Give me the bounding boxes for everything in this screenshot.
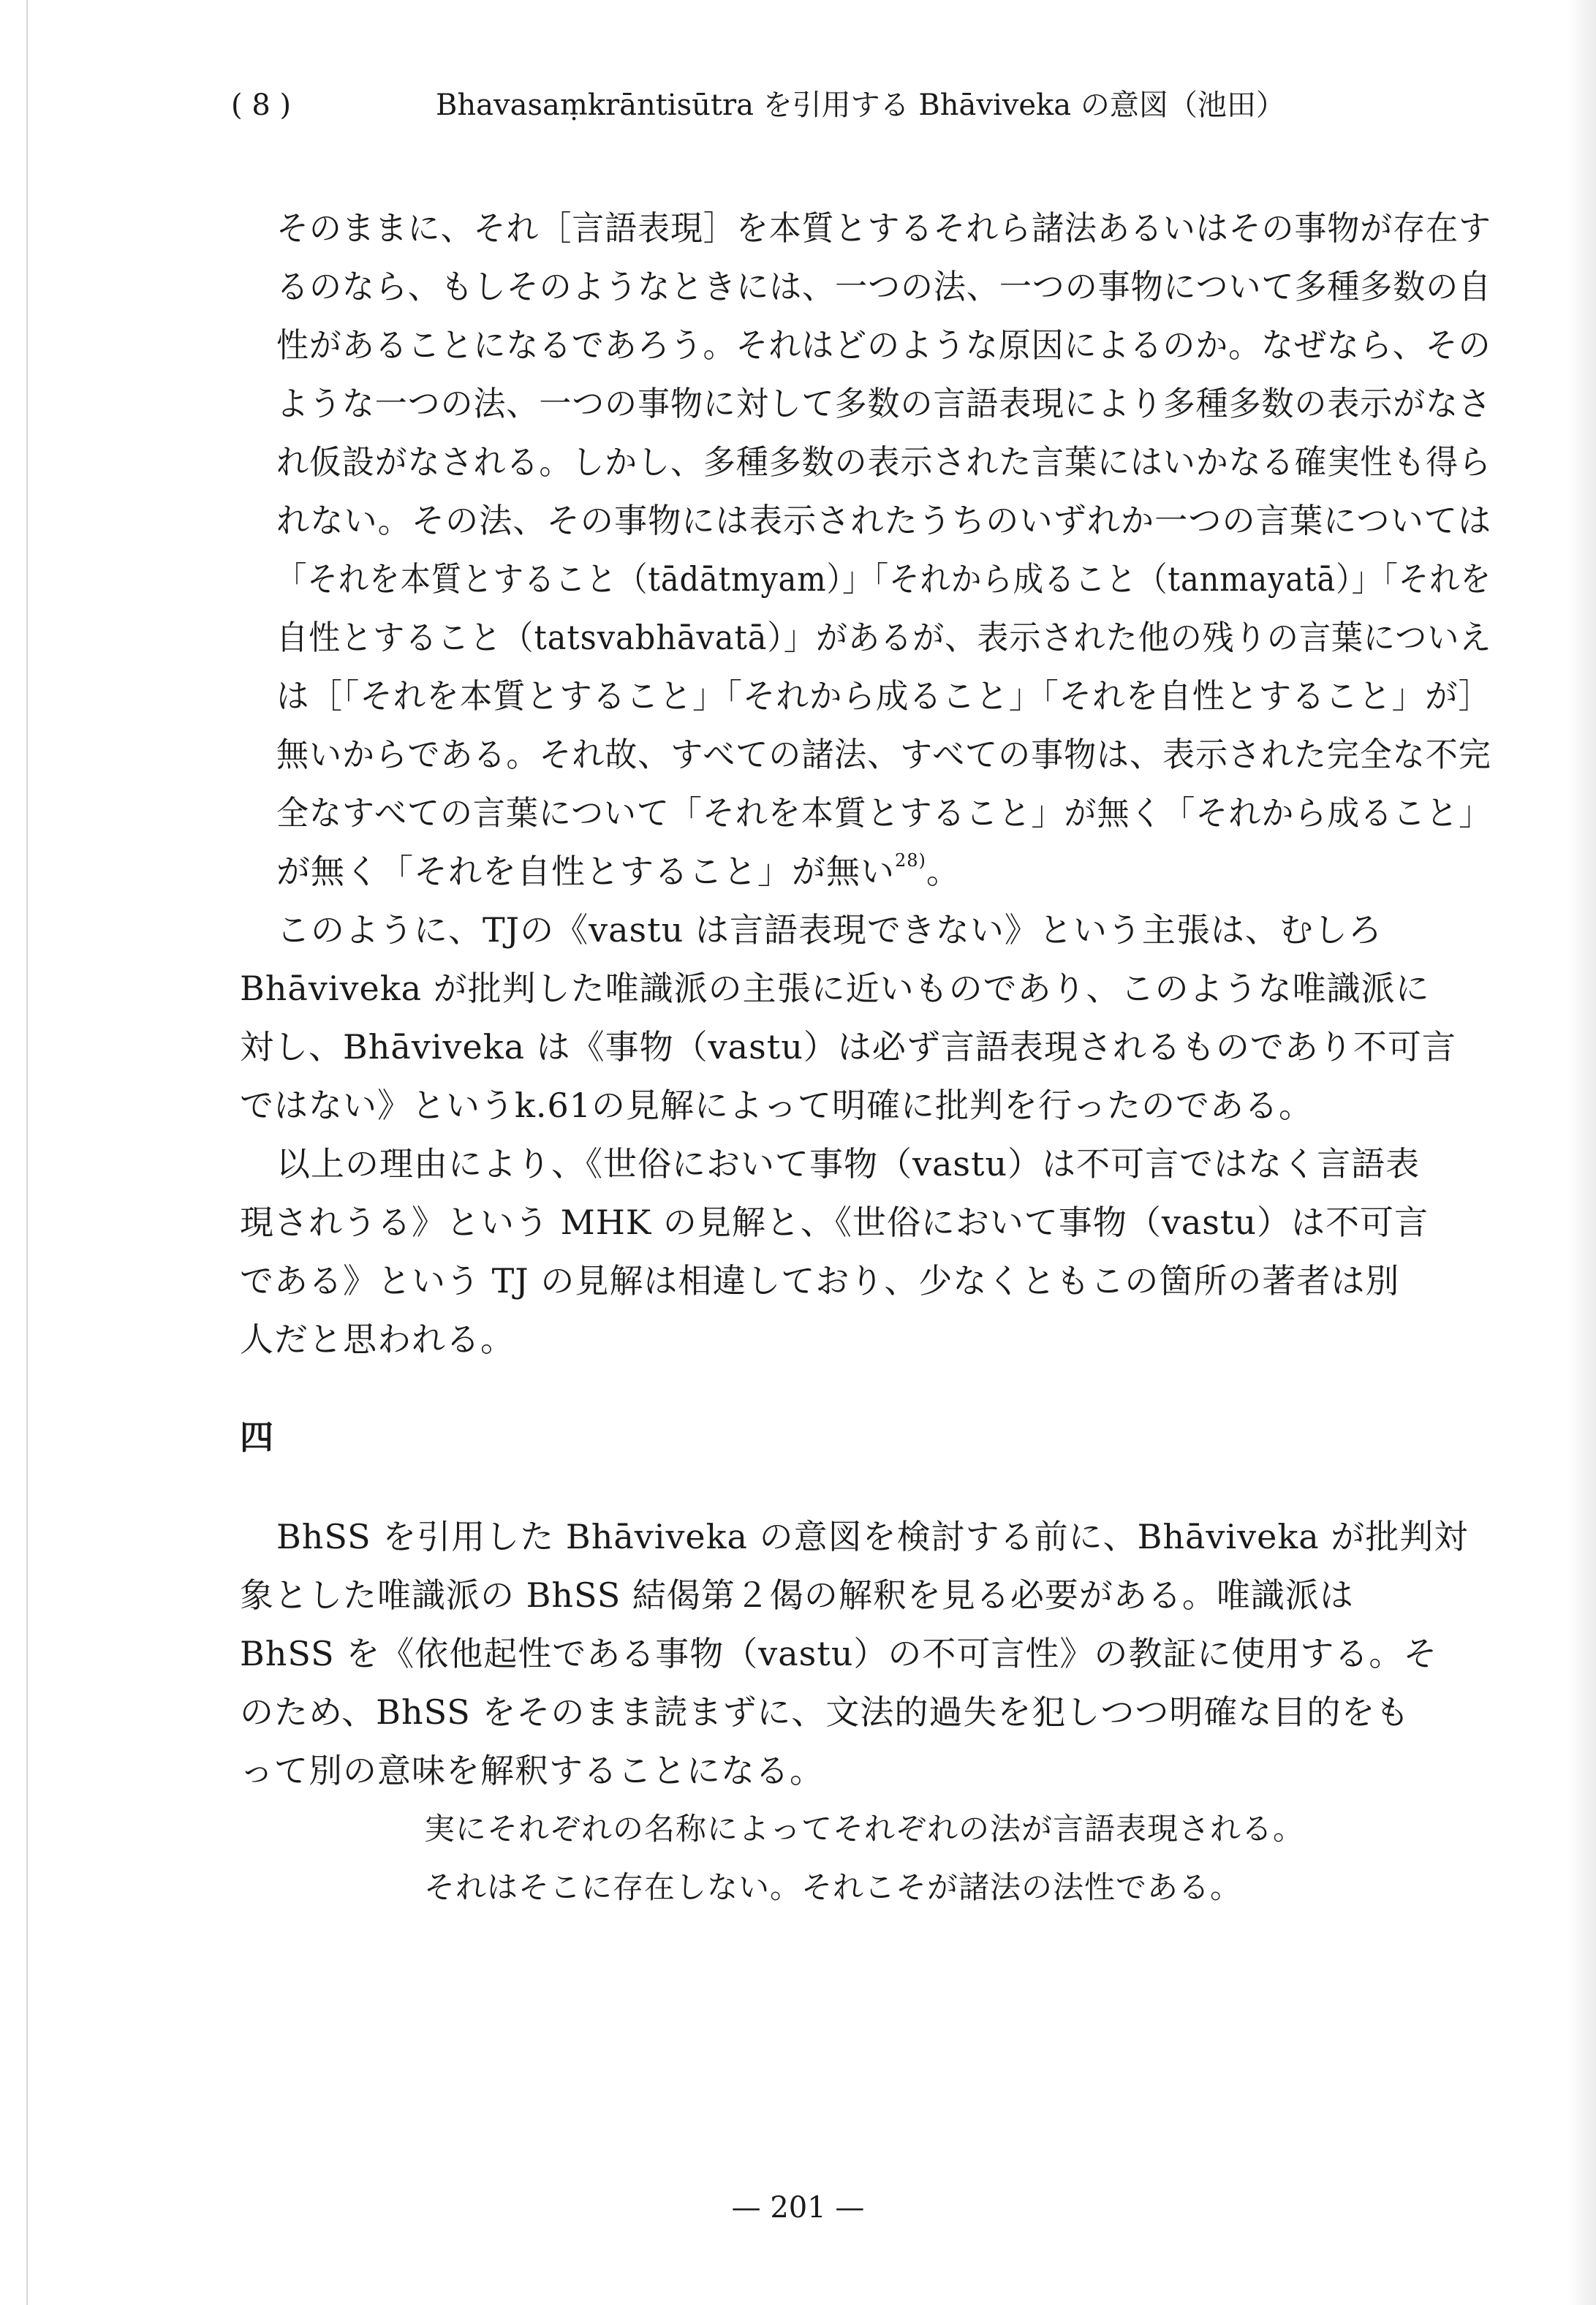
text-segment: 。 [926, 852, 961, 891]
text-segment: が無く「それを自性とすること」が無い [276, 852, 895, 891]
page-number: — 201 — [731, 2191, 865, 2225]
text-line: 性があることになるであろう。それはどのような原因によるのか。なぜなら、その [276, 325, 1491, 365]
text-line: 人だと思われる。 [240, 1320, 515, 1359]
text-line: 全なすべての言葉について「それを本質とすること」が無く「それから成ること」 [276, 793, 1492, 833]
text-line: は［「それを本質とすること」「それから成ること」「それを自性とすること」が］ [276, 676, 1492, 716]
text-line: のため、BhSS をそのまま読まずに、文法的過失を犯しつつ明確な目的をも [240, 1692, 1410, 1732]
text-line: ような一つの法、一つの事物に対して多数の言語表現により多種多数の表示がなさ [276, 384, 1491, 423]
scan-right-edge [1567, 0, 1596, 2305]
text-line: れない。その法、その事物には表示されたうちのいずれか一つの言葉については [276, 501, 1492, 540]
text-line: BhSS を《依他起性である事物（vastu）の不可言性》の教証に使用する。そ [240, 1634, 1438, 1673]
text-line: 無いからである。それ故、すべての諸法、すべての事物は、表示された完全な不完 [276, 735, 1491, 774]
text-line: って別の意味を解釈することになる。 [240, 1751, 824, 1790]
text-line: BhSS を引用した Bhāviveka の意図を検討する前に、Bhāviveka が批判対 [276, 1517, 1469, 1556]
text-line-with-footnote [276, 849, 961, 893]
section-heading: 四 [240, 1418, 273, 1457]
header-title: Bhavasaṃkrāntisūtra を引用する Bhāviveka の意図（池田） [436, 88, 1285, 122]
text-line: 自性とすること（tatsvabhāvatā）」があるが、表示された他の残りの言葉についえ [276, 618, 1492, 657]
text-line: れ仮設がなされる。しかし、多種多数の表示された言葉にはいかなる確実性も得ら [276, 442, 1491, 482]
text-line: である》という TJ の見解は相違しており、少なくともこの箇所の著者は別 [240, 1261, 1400, 1301]
verse-line: それはそこに存在しない。それこそが諸法の法性である。 [424, 1869, 1242, 1905]
text-line: るのなら、もしそのようなときには、一つの法、一つの事物について多種多数の自 [276, 267, 1492, 306]
scan-left-edge [26, 0, 28, 2305]
text-line: ではない》というk.61の見解によって明確に批判を行ったのである。 [240, 1086, 1314, 1125]
footnote-ref: 28) [895, 850, 926, 871]
text-line: 象とした唯識派の BhSS 結偈第２偈の解釈を見る必要がある。唯識派は [240, 1575, 1354, 1615]
text-line: Bhāviveka が批判した唯識派の主張に近いものであり、このような唯識派に [240, 969, 1430, 1008]
header-page-label: ( 8 ) [231, 88, 292, 122]
text-line: 以上の理由により、《世俗において事物（vastu）は不可言ではなく言語表 [276, 1144, 1421, 1184]
text-line: 現されうる》という MHK の見解と、《世俗において事物（vastu）は不可言 [240, 1203, 1429, 1242]
text-line: そのままに、それ［言語表現］を本質とするそれら諸法あるいはその事物が存在す [276, 208, 1491, 248]
verse-line: 実にそれぞれの名称によってそれぞれの法が言語表現される。 [424, 1811, 1305, 1847]
text-line: 対し、Bhāviveka は《事物（vastu）は必ず言語表現されるものであり不可言 [240, 1027, 1456, 1067]
text-line: このように、TJの《vastu は言語表現できない》という主張は、むしろ [276, 910, 1383, 950]
text-line: 「それを本質とすること（tādātmyam）」「それから成ること（tanmayatā）」「それを [276, 559, 1491, 599]
